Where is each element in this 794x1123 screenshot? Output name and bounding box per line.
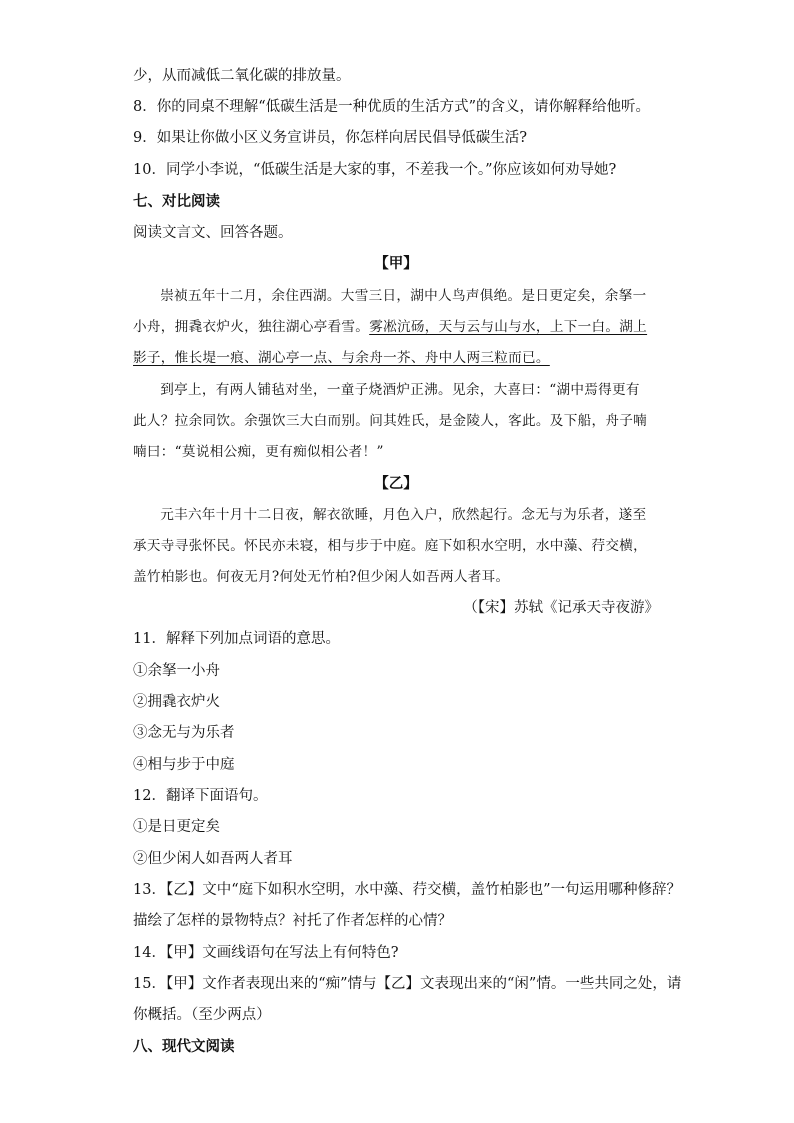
- question-10: 10．同学小李说，“低碳生活是大家的事，不差我一个。”你应该如何劝导她?: [133, 162, 617, 178]
- question-15: 15．【甲】文作者表现出来的“痴”情与【乙】文表现出来的“闲”情。一些共同之处，请: [133, 976, 682, 992]
- question-11-item: ③念无与为乐者: [133, 725, 235, 741]
- passage-yi-source: （【宋】苏轼《记承天寺夜游》: [463, 600, 659, 616]
- passage-yi-line: 承天寺寻张怀民。怀民亦未寝，相与步于中庭。庭下如积水空明，水中藻、荇交横，: [133, 538, 648, 554]
- passage-jia-line: 崇祯五年十二月，余住西湖。大雪三日，湖中人鸟声俱绝。是日更定矣，余拏一: [160, 288, 647, 304]
- passage-jia-title: 【甲】: [374, 256, 418, 272]
- passage-jia-line: 此人？拉余同饮。余强饮三大白而别。问其姓氏，是金陵人，客此。及下船，舟子喃: [133, 413, 648, 429]
- question-9: 9．如果让你做小区义务宣讲员，你怎样向居民倡导低碳生活?: [133, 130, 527, 146]
- passage-jia-text: 小舟，拥毳衣炉火，独往湖心亭看雪。: [133, 319, 370, 335]
- intro-continuation: 少，从而减低二氧化碳的排放量。: [133, 68, 351, 84]
- section-7-heading: 七、对比阅读: [133, 194, 220, 210]
- underlined-sentence: 雾凇沆砀，天与云与山与水，上下一白。湖上: [369, 319, 648, 335]
- question-15-cont: 你概括。（至少两点）: [133, 1007, 271, 1023]
- passage-jia-line: 到亭上，有两人铺毡对坐，一童子烧酒炉正沸。见余，大喜曰：“湖中焉得更有: [160, 382, 640, 398]
- question-8: 8．你的同桌不理解“低碳生活是一种优质的生活方式”的含义，请你解释给他听。: [133, 99, 651, 115]
- passage-jia-line: [133, 317, 659, 337]
- passage-yi-title: 【乙】: [374, 476, 418, 492]
- question-11: 11．解释下列加点词语的意思。: [133, 631, 340, 647]
- question-11-item: ②拥毳衣炉火: [133, 694, 220, 710]
- question-14: 14．【甲】文画线语句在写法上有何特色?: [133, 945, 399, 961]
- section-7-instruction: 阅读文言文、回答各题。: [133, 225, 293, 241]
- underlined-sentence: 影子，惟长堤一痕、湖心亭一点、与余舟一芥、舟中人两三粒而已。: [133, 350, 550, 366]
- section-8-heading: 八、现代文阅读: [133, 1039, 235, 1055]
- question-12-item: ②但少闲人如吾两人者耳: [133, 851, 293, 867]
- question-13-cont: 描绘了怎样的景物特点？衬托了作者怎样的心情？: [133, 913, 452, 929]
- question-12: 12．翻译下面语句。: [133, 788, 268, 804]
- question-11-item: ④相与步于中庭: [133, 757, 235, 773]
- question-13: 13．【乙】文中“庭下如积水空明，水中藻、荇交横，盖竹柏影也”一句运用哪种修辞？: [133, 882, 682, 898]
- question-12-item: ①是日更定矣: [133, 819, 220, 835]
- question-11-item: ①余拏一小舟: [133, 663, 220, 679]
- passage-yi-line: 盖竹柏影也。何夜无月?何处无竹柏?但少闲人如吾两人者耳。: [133, 569, 510, 585]
- passage-jia-line: 喃曰：“莫说相公痴，更有痴似相公者！”: [133, 444, 384, 460]
- passage-yi-line: 元丰六年十月十二日夜，解衣欲睡，月色入户，欣然起行。念无与为乐者，遂至: [160, 507, 647, 523]
